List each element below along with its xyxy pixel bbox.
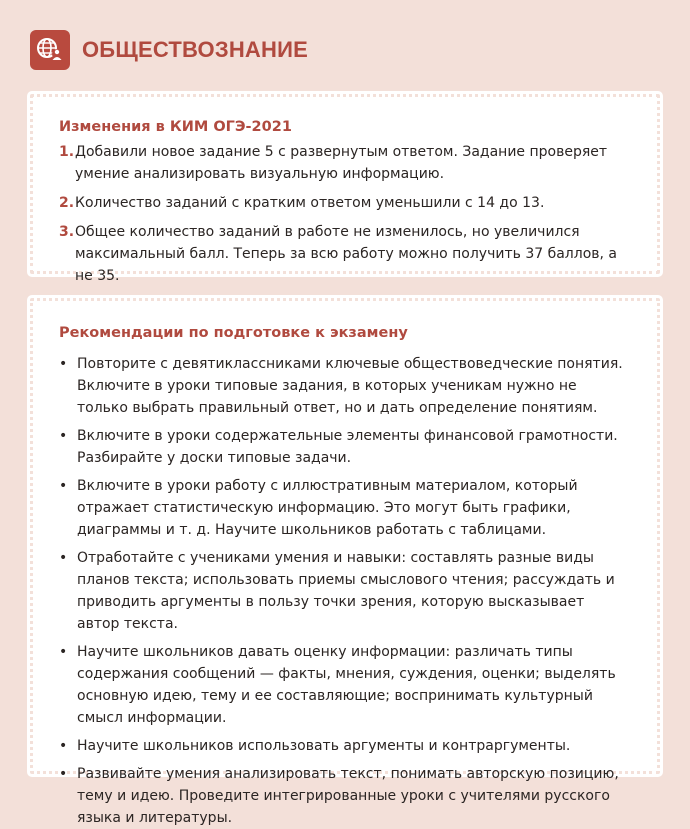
page-title: ОБЩЕСТВОЗНАНИЕ <box>82 37 308 62</box>
item-text: Общее количество заданий в работе не изменилось, но увеличился максимальный балл. Теперь за всю работу можно получить 37 баллов, а не 35. <box>75 224 617 284</box>
bullet: • <box>59 644 68 660</box>
item-number: 1. <box>59 144 75 160</box>
list-item <box>59 353 631 419</box>
header <box>30 30 308 70</box>
list-item <box>59 547 631 635</box>
list-item <box>59 641 631 729</box>
list-item <box>59 735 631 757</box>
list-item <box>59 141 631 185</box>
item-text: Отработайте с учениками умения и навыки: составлять разные виды планов текста; использовать приемы смыслового чтения; рассуждать и приводить аргументы в пользу точки зрения, которую высказывает автор текста. <box>77 550 615 632</box>
changes-list <box>59 141 631 287</box>
bullet: • <box>59 550 68 566</box>
list-item <box>59 221 631 287</box>
item-text: Повторите с девятиклассниками ключевые обществоведческие понятия. Включите в уроки типовые задания, в которых ученикам нужно не только выбрать правильный ответ, но и дать определение понятиям. <box>77 356 623 416</box>
bullet: • <box>59 738 68 754</box>
item-text: Добавили новое задание 5 с развернутым ответом. Задание проверяет умение анализировать визуальную информацию. <box>75 144 608 182</box>
item-number: 2. <box>59 195 75 211</box>
list-item <box>59 763 631 829</box>
recommendations-list <box>59 353 631 829</box>
changes-card <box>30 94 660 284</box>
bullet: • <box>59 766 68 782</box>
recommendations-title: Рекомендации по подготовке к экзамену <box>59 325 408 341</box>
list-item <box>59 425 631 469</box>
item-text: Количество заданий с кратким ответом уменьшили с 14 до 13. <box>75 195 545 211</box>
item-text: Включите в уроки работу с иллюстративным материалом, который отражает статистическую информацию. Это могут быть графики, диаграммы и т. д. Научите школьников работать с таблицами. <box>77 478 578 538</box>
bullet: • <box>59 356 68 372</box>
recommendations-card <box>30 298 660 826</box>
list-item <box>59 192 631 214</box>
item-text: Развивайте умения анализировать текст, понимать авторскую позицию, тему и идею. Проведите интегрированные уроки с учителями русского языка и литературы. <box>77 766 619 826</box>
item-text: Научите школьников использовать аргументы и контраргументы. <box>77 738 571 754</box>
bullet: • <box>59 478 68 494</box>
item-text: Включите в уроки содержательные элементы финансовой грамотности. Разбирайте у доски типовые задачи. <box>77 428 618 466</box>
bullet: • <box>59 428 68 444</box>
globe-person-icon <box>30 30 70 70</box>
list-item <box>59 475 631 541</box>
item-number: 3. <box>59 224 75 240</box>
item-text: Научите школьников давать оценку информации: различать типы содержания сообщений — факты, мнения, суждения, оценки; выделять основную идею, тему и ее составляющие; воспринимать культурный смысл информации. <box>77 644 616 726</box>
changes-title: Изменения в КИМ ОГЭ-2021 <box>59 119 292 135</box>
